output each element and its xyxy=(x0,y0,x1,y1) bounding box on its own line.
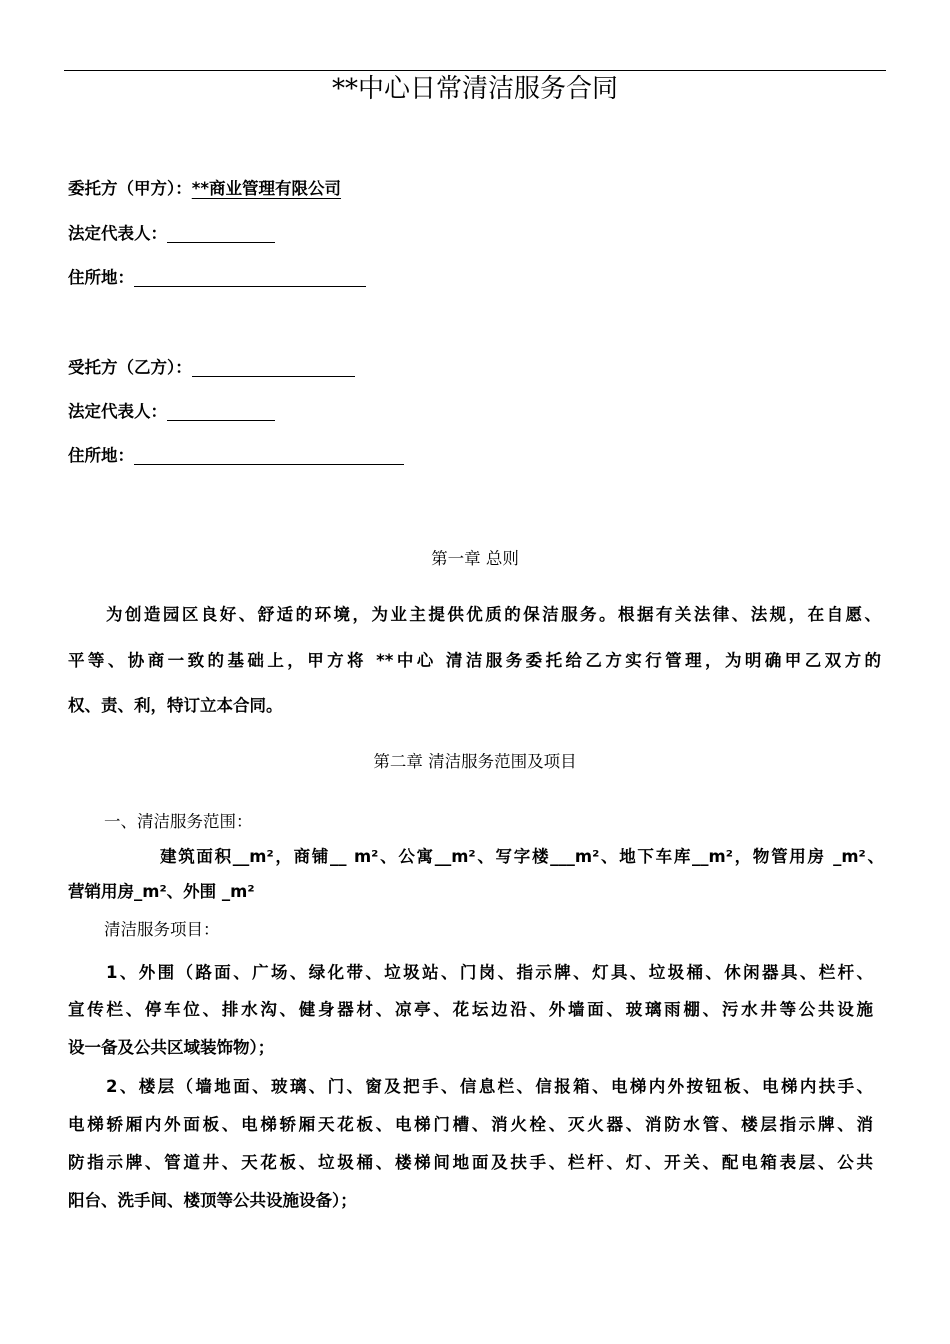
party-b-rep-blank xyxy=(167,402,275,421)
item2-line1: 2、楼层（墙地面、玻璃、门、窗及把手、信息栏、信报箱、电梯内外按钮板、电梯内扶手、 xyxy=(106,1077,873,1096)
scope-line2: 营销用房_m²、外围 _m² xyxy=(68,882,255,901)
party-b-rep-label: 法定代表人： xyxy=(68,402,167,421)
chapter1-para-line2: 平等、协商一致的基础上，甲方将 **中心 清洁服务委托给乙方实行管理，为明确甲乙双方的 xyxy=(68,651,881,670)
scope-line1: 建筑面积__m²，商铺__ m²、公寓__m²、写字楼___m²、地下车库__m²，物管用房 _m²、 xyxy=(160,847,884,866)
item1-line2: 宣传栏、停车位、排水沟、健身器材、凉亭、花坛边沿、外墙面、玻璃雨棚、污水井等公共设施 xyxy=(68,1000,873,1019)
party-b-addr-label: 住所地： xyxy=(68,446,134,465)
party-a-rep-label: 法定代表人： xyxy=(68,224,167,243)
item1-line1: 1、外围（路面、广场、绿化带、垃圾站、门岗、指示牌、灯具、垃圾桶、休闲器具、栏杆、 xyxy=(106,963,873,982)
party-b-rep-line xyxy=(68,400,275,424)
party-a-rep-line xyxy=(68,222,275,246)
scope-heading: 一、清洁服务范围： xyxy=(104,812,253,831)
item2-line4: 阳台、洗手间、楼顶等公共设施设备）； xyxy=(68,1191,357,1210)
party-b-name-blank xyxy=(192,358,355,377)
document-title: **中心日常清洁服务合同 xyxy=(331,74,618,104)
party-a-label: 委托方（甲方）： xyxy=(68,179,192,198)
party-b-label: 受托方（乙方）： xyxy=(68,358,192,377)
party-b-addr-blank xyxy=(134,446,404,465)
chapter2-heading: 第二章 清洁服务范围及项目 xyxy=(373,752,577,771)
party-a-addr-blank xyxy=(134,268,366,287)
party-a-addr-label: 住所地： xyxy=(68,268,134,287)
party-b-addr-line xyxy=(68,444,404,468)
party-b-line xyxy=(68,356,355,380)
item1-line3: 设一备及公共区域装饰物）； xyxy=(68,1038,275,1057)
party-a-name: **商业管理有限公司 xyxy=(191,179,342,198)
header-rule xyxy=(64,70,886,71)
item2-line2: 电梯轿厢内外面板、电梯轿厢天花板、电梯门槽、消火栓、灭火器、消防水管、楼层指示牌、消 xyxy=(68,1115,873,1134)
item2-line3: 防指示牌、管道井、天花板、垃圾桶、楼梯间地面及扶手、栏杆、灯、开关、配电箱表层、公共 xyxy=(68,1153,873,1172)
chapter1-para-line1: 为创造园区良好、舒适的环境，为业主提供优质的保洁服务。根据有关法律、法规，在自愿、 xyxy=(106,605,881,624)
items-heading: 清洁服务项目： xyxy=(104,920,220,939)
chapter1-para-line3: 权、责、利，特订立本合同。 xyxy=(68,696,283,715)
party-a-addr-line xyxy=(68,266,366,290)
party-a-rep-blank xyxy=(167,224,275,243)
party-a-line xyxy=(68,177,341,201)
chapter1-heading: 第一章 总则 xyxy=(431,549,519,568)
